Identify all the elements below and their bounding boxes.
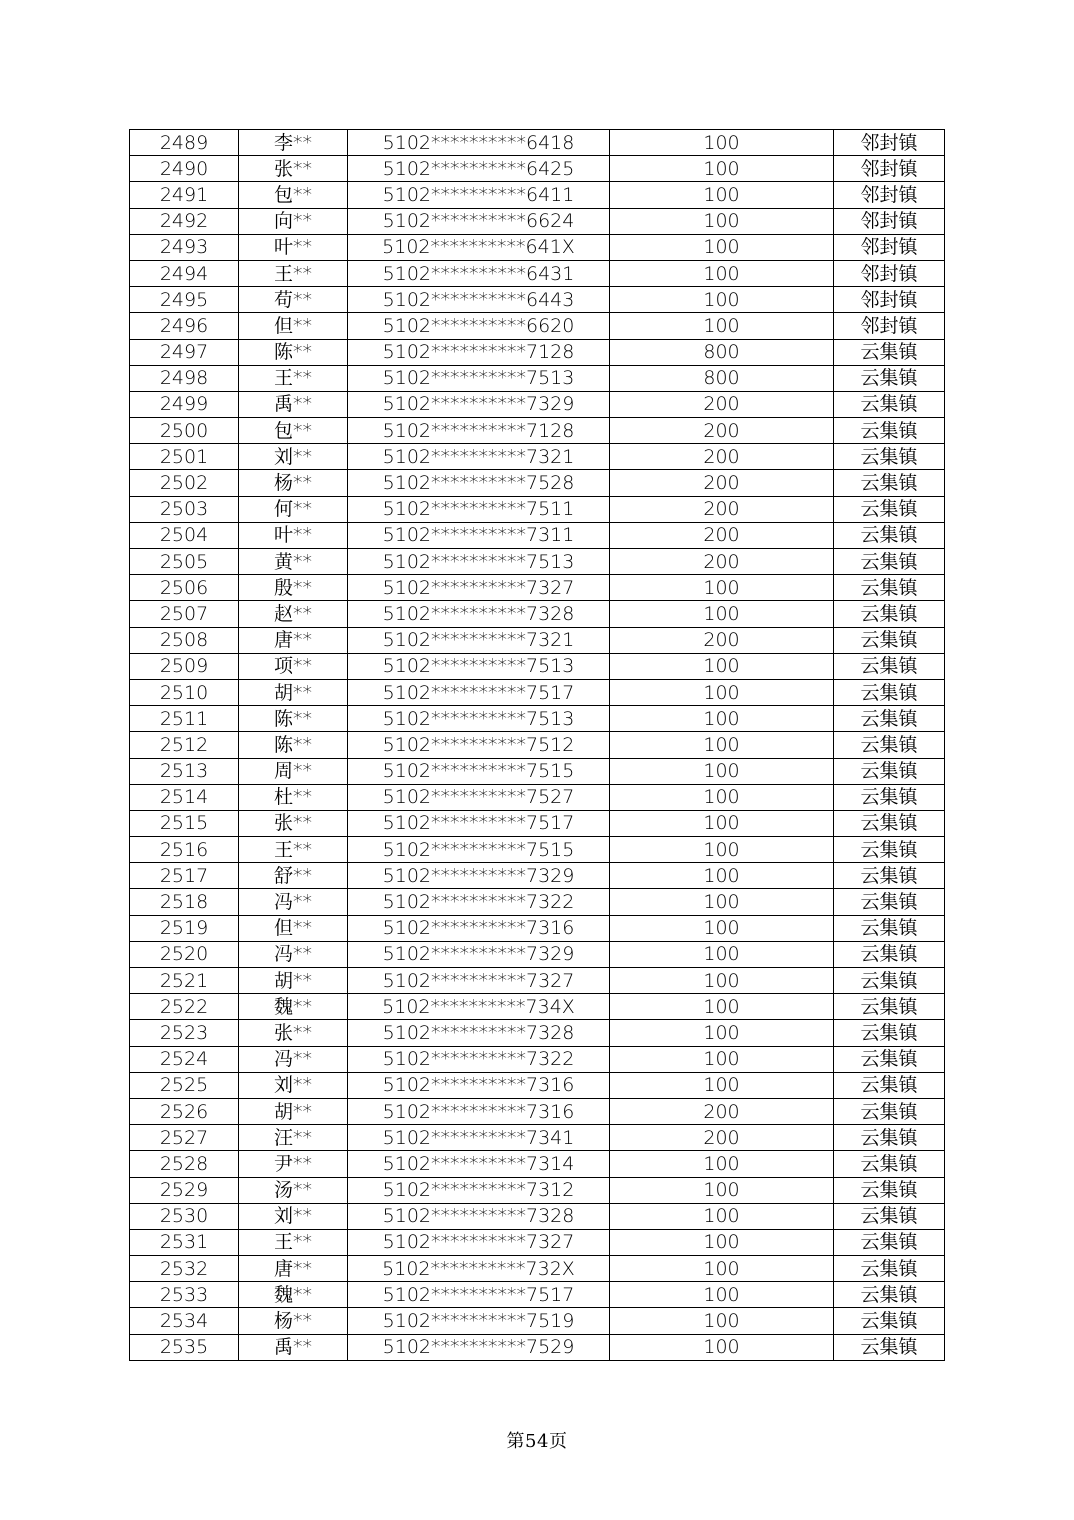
amount-cell: 100 (610, 130, 834, 156)
id-number-cell: 5102**********7527 (348, 784, 610, 810)
serial-number-cell: 2535 (130, 1334, 239, 1360)
name-cell: 张** (239, 156, 348, 182)
serial-number-cell: 2533 (130, 1282, 239, 1308)
table-row (130, 941, 945, 967)
name-cell: 陈** (239, 339, 348, 365)
id-number-cell: 5102**********7513 (348, 549, 610, 575)
amount-cell: 100 (610, 1020, 834, 1046)
amount-cell: 100 (610, 994, 834, 1020)
name-cell: 何** (239, 496, 348, 522)
amount-cell: 100 (610, 208, 834, 234)
amount-cell: 100 (610, 575, 834, 601)
amount-cell: 100 (610, 1334, 834, 1360)
amount-cell: 200 (610, 496, 834, 522)
name-cell: 向** (239, 208, 348, 234)
town-cell: 云集镇 (834, 863, 945, 889)
town-cell: 云集镇 (834, 994, 945, 1020)
name-cell: 冯** (239, 941, 348, 967)
serial-number-cell: 2511 (130, 706, 239, 732)
serial-number-cell: 2522 (130, 994, 239, 1020)
id-number-cell: 5102**********732X (348, 1256, 610, 1282)
table-row (130, 601, 945, 627)
name-cell: 禹** (239, 391, 348, 417)
table-row (130, 391, 945, 417)
serial-number-cell: 2508 (130, 627, 239, 653)
town-cell: 邻封镇 (834, 260, 945, 286)
amount-cell: 200 (610, 470, 834, 496)
roster-table-body (130, 130, 945, 1361)
town-cell: 云集镇 (834, 1282, 945, 1308)
id-number-cell: 5102**********7513 (348, 365, 610, 391)
table-row (130, 287, 945, 313)
id-number-cell: 5102**********7311 (348, 522, 610, 548)
table-row (130, 522, 945, 548)
id-number-cell: 5102**********7322 (348, 889, 610, 915)
serial-number-cell: 2494 (130, 260, 239, 286)
amount-cell: 100 (610, 260, 834, 286)
town-cell: 云集镇 (834, 941, 945, 967)
serial-number-cell: 2499 (130, 391, 239, 417)
id-number-cell: 5102**********6418 (348, 130, 610, 156)
town-cell: 云集镇 (834, 339, 945, 365)
town-cell: 云集镇 (834, 601, 945, 627)
town-cell: 云集镇 (834, 706, 945, 732)
name-cell: 包** (239, 418, 348, 444)
amount-cell: 100 (610, 182, 834, 208)
town-cell: 云集镇 (834, 575, 945, 601)
serial-number-cell: 2504 (130, 522, 239, 548)
town-cell: 云集镇 (834, 758, 945, 784)
town-cell: 云集镇 (834, 1177, 945, 1203)
table-row (130, 1282, 945, 1308)
name-cell: 冯** (239, 889, 348, 915)
amount-cell: 200 (610, 627, 834, 653)
name-cell: 王** (239, 1229, 348, 1255)
name-cell: 胡** (239, 968, 348, 994)
id-number-cell: 5102**********7513 (348, 653, 610, 679)
serial-number-cell: 2518 (130, 889, 239, 915)
town-cell: 云集镇 (834, 496, 945, 522)
name-cell: 项** (239, 653, 348, 679)
serial-number-cell: 2524 (130, 1046, 239, 1072)
id-number-cell: 5102**********7341 (348, 1125, 610, 1151)
id-number-cell: 5102**********6425 (348, 156, 610, 182)
serial-number-cell: 2517 (130, 863, 239, 889)
serial-number-cell: 2514 (130, 784, 239, 810)
amount-cell: 100 (610, 810, 834, 836)
name-cell: 刘** (239, 1203, 348, 1229)
table-row (130, 444, 945, 470)
serial-number-cell: 2515 (130, 810, 239, 836)
table-row (130, 653, 945, 679)
id-number-cell: 5102**********7328 (348, 1203, 610, 1229)
table-row (130, 1177, 945, 1203)
amount-cell: 100 (610, 784, 834, 810)
amount-cell: 100 (610, 1256, 834, 1282)
name-cell: 魏** (239, 994, 348, 1020)
serial-number-cell: 2530 (130, 1203, 239, 1229)
id-number-cell: 5102**********7513 (348, 706, 610, 732)
name-cell: 李** (239, 130, 348, 156)
amount-cell: 100 (610, 1177, 834, 1203)
amount-cell: 200 (610, 549, 834, 575)
name-cell: 陈** (239, 706, 348, 732)
id-number-cell: 5102**********7519 (348, 1308, 610, 1334)
name-cell: 黄** (239, 549, 348, 575)
amount-cell: 100 (610, 1203, 834, 1229)
amount-cell: 100 (610, 968, 834, 994)
serial-number-cell: 2492 (130, 208, 239, 234)
town-cell: 云集镇 (834, 1308, 945, 1334)
serial-number-cell: 2509 (130, 653, 239, 679)
town-cell: 云集镇 (834, 522, 945, 548)
amount-cell: 100 (610, 758, 834, 784)
name-cell: 陈** (239, 732, 348, 758)
name-cell: 胡** (239, 1098, 348, 1124)
id-number-cell: 5102**********7316 (348, 1072, 610, 1098)
id-number-cell: 5102**********6620 (348, 313, 610, 339)
name-cell: 王** (239, 365, 348, 391)
id-number-cell: 5102**********7517 (348, 810, 610, 836)
serial-number-cell: 2528 (130, 1151, 239, 1177)
town-cell: 云集镇 (834, 1334, 945, 1360)
serial-number-cell: 2496 (130, 313, 239, 339)
amount-cell: 100 (610, 287, 834, 313)
id-number-cell: 5102**********7528 (348, 470, 610, 496)
name-cell: 胡** (239, 679, 348, 705)
serial-number-cell: 2490 (130, 156, 239, 182)
id-number-cell: 5102**********7515 (348, 758, 610, 784)
amount-cell: 100 (610, 234, 834, 260)
table-row (130, 234, 945, 260)
table-row (130, 758, 945, 784)
amount-cell: 100 (610, 1308, 834, 1334)
name-cell: 赵** (239, 601, 348, 627)
serial-number-cell: 2495 (130, 287, 239, 313)
amount-cell: 100 (610, 679, 834, 705)
town-cell: 云集镇 (834, 1203, 945, 1229)
town-cell: 云集镇 (834, 810, 945, 836)
amount-cell: 200 (610, 1125, 834, 1151)
serial-number-cell: 2513 (130, 758, 239, 784)
town-cell: 云集镇 (834, 549, 945, 575)
amount-cell: 100 (610, 653, 834, 679)
name-cell: 刘** (239, 444, 348, 470)
amount-cell: 100 (610, 1282, 834, 1308)
table-row (130, 889, 945, 915)
id-number-cell: 5102**********7328 (348, 601, 610, 627)
table-row (130, 182, 945, 208)
id-number-cell: 5102**********6624 (348, 208, 610, 234)
town-cell: 云集镇 (834, 1046, 945, 1072)
serial-number-cell: 2523 (130, 1020, 239, 1046)
town-cell: 云集镇 (834, 1229, 945, 1255)
town-cell: 云集镇 (834, 1020, 945, 1046)
id-number-cell: 5102**********7316 (348, 915, 610, 941)
serial-number-cell: 2526 (130, 1098, 239, 1124)
table-row (130, 706, 945, 732)
amount-cell: 100 (610, 706, 834, 732)
serial-number-cell: 2529 (130, 1177, 239, 1203)
id-number-cell: 5102**********7312 (348, 1177, 610, 1203)
town-cell: 云集镇 (834, 1256, 945, 1282)
id-number-cell: 5102**********7329 (348, 863, 610, 889)
name-cell: 叶** (239, 522, 348, 548)
id-number-cell: 5102**********7321 (348, 627, 610, 653)
serial-number-cell: 2491 (130, 182, 239, 208)
id-number-cell: 5102**********7128 (348, 418, 610, 444)
id-number-cell: 5102**********7322 (348, 1046, 610, 1072)
table-row (130, 365, 945, 391)
town-cell: 云集镇 (834, 391, 945, 417)
table-row (130, 260, 945, 286)
town-cell: 云集镇 (834, 470, 945, 496)
serial-number-cell: 2512 (130, 732, 239, 758)
table-row (130, 1072, 945, 1098)
amount-cell: 100 (610, 156, 834, 182)
table-row (130, 496, 945, 522)
name-cell: 魏** (239, 1282, 348, 1308)
town-cell: 云集镇 (834, 732, 945, 758)
name-cell: 汤** (239, 1177, 348, 1203)
name-cell: 包** (239, 182, 348, 208)
serial-number-cell: 2489 (130, 130, 239, 156)
town-cell: 云集镇 (834, 1125, 945, 1151)
town-cell: 云集镇 (834, 627, 945, 653)
table-row (130, 679, 945, 705)
name-cell: 杨** (239, 1308, 348, 1334)
table-row (130, 208, 945, 234)
serial-number-cell: 2532 (130, 1256, 239, 1282)
table-row (130, 339, 945, 365)
table-row (130, 1046, 945, 1072)
name-cell: 但** (239, 915, 348, 941)
serial-number-cell: 2521 (130, 968, 239, 994)
id-number-cell: 5102**********7327 (348, 575, 610, 601)
table-row (130, 1125, 945, 1151)
table-row (130, 575, 945, 601)
table-row (130, 313, 945, 339)
town-cell: 云集镇 (834, 837, 945, 863)
id-number-cell: 5102**********7327 (348, 1229, 610, 1255)
town-cell: 云集镇 (834, 784, 945, 810)
name-cell: 叶** (239, 234, 348, 260)
amount-cell: 100 (610, 601, 834, 627)
table-row (130, 915, 945, 941)
id-number-cell: 5102**********7314 (348, 1151, 610, 1177)
name-cell: 杨** (239, 470, 348, 496)
town-cell: 云集镇 (834, 1151, 945, 1177)
id-number-cell: 5102**********6411 (348, 182, 610, 208)
amount-cell: 100 (610, 1046, 834, 1072)
amount-cell: 100 (610, 863, 834, 889)
name-cell: 汪** (239, 1125, 348, 1151)
town-cell: 邻封镇 (834, 287, 945, 313)
id-number-cell: 5102**********7517 (348, 1282, 610, 1308)
serial-number-cell: 2506 (130, 575, 239, 601)
name-cell: 唐** (239, 1256, 348, 1282)
serial-number-cell: 2525 (130, 1072, 239, 1098)
id-number-cell: 5102**********641X (348, 234, 610, 260)
town-cell: 云集镇 (834, 1098, 945, 1124)
serial-number-cell: 2527 (130, 1125, 239, 1151)
serial-number-cell: 2516 (130, 837, 239, 863)
table-row (130, 1020, 945, 1046)
amount-cell: 800 (610, 365, 834, 391)
id-number-cell: 5102**********7529 (348, 1334, 610, 1360)
amount-cell: 100 (610, 837, 834, 863)
town-cell: 云集镇 (834, 968, 945, 994)
town-cell: 邻封镇 (834, 156, 945, 182)
name-cell: 刘** (239, 1072, 348, 1098)
table-row (130, 837, 945, 863)
town-cell: 邻封镇 (834, 313, 945, 339)
table-row (130, 1256, 945, 1282)
serial-number-cell: 2507 (130, 601, 239, 627)
town-cell: 邻封镇 (834, 130, 945, 156)
serial-number-cell: 2502 (130, 470, 239, 496)
town-cell: 云集镇 (834, 365, 945, 391)
amount-cell: 800 (610, 339, 834, 365)
table-row (130, 130, 945, 156)
name-cell: 张** (239, 1020, 348, 1046)
town-cell: 云集镇 (834, 653, 945, 679)
amount-cell: 100 (610, 941, 834, 967)
serial-number-cell: 2500 (130, 418, 239, 444)
serial-number-cell: 2497 (130, 339, 239, 365)
amount-cell: 100 (610, 313, 834, 339)
town-cell: 邻封镇 (834, 208, 945, 234)
table-row (130, 1308, 945, 1334)
id-number-cell: 5102**********734X (348, 994, 610, 1020)
id-number-cell: 5102**********7316 (348, 1098, 610, 1124)
amount-cell: 100 (610, 732, 834, 758)
serial-number-cell: 2534 (130, 1308, 239, 1334)
amount-cell: 100 (610, 1151, 834, 1177)
name-cell: 但** (239, 313, 348, 339)
table-row (130, 968, 945, 994)
name-cell: 张** (239, 810, 348, 836)
amount-cell: 200 (610, 418, 834, 444)
table-row (130, 1098, 945, 1124)
id-number-cell: 5102**********7128 (348, 339, 610, 365)
id-number-cell: 5102**********7327 (348, 968, 610, 994)
serial-number-cell: 2503 (130, 496, 239, 522)
name-cell: 禹** (239, 1334, 348, 1360)
name-cell: 周** (239, 758, 348, 784)
name-cell: 苟** (239, 287, 348, 313)
amount-cell: 100 (610, 915, 834, 941)
amount-cell: 200 (610, 444, 834, 470)
serial-number-cell: 2531 (130, 1229, 239, 1255)
table-row (130, 784, 945, 810)
table-row (130, 1229, 945, 1255)
serial-number-cell: 2501 (130, 444, 239, 470)
name-cell: 王** (239, 260, 348, 286)
town-cell: 云集镇 (834, 915, 945, 941)
name-cell: 杜** (239, 784, 348, 810)
amount-cell: 200 (610, 522, 834, 548)
town-cell: 云集镇 (834, 679, 945, 705)
table-row (130, 549, 945, 575)
id-number-cell: 5102**********7329 (348, 391, 610, 417)
table-row (130, 994, 945, 1020)
table-row (130, 810, 945, 836)
town-cell: 邻封镇 (834, 234, 945, 260)
id-number-cell: 5102**********7515 (348, 837, 610, 863)
town-cell: 云集镇 (834, 1072, 945, 1098)
town-cell: 邻封镇 (834, 182, 945, 208)
town-cell: 云集镇 (834, 418, 945, 444)
id-number-cell: 5102**********6443 (348, 287, 610, 313)
page-number: 第54页 (506, 1431, 568, 1452)
amount-cell: 100 (610, 1072, 834, 1098)
id-number-cell: 5102**********6431 (348, 260, 610, 286)
table-row (130, 156, 945, 182)
name-cell: 王** (239, 837, 348, 863)
id-number-cell: 5102**********7329 (348, 941, 610, 967)
town-cell: 云集镇 (834, 444, 945, 470)
serial-number-cell: 2505 (130, 549, 239, 575)
table-row (130, 1203, 945, 1229)
serial-number-cell: 2498 (130, 365, 239, 391)
amount-cell: 200 (610, 1098, 834, 1124)
name-cell: 尹** (239, 1151, 348, 1177)
roster-table (129, 129, 945, 1361)
name-cell: 唐** (239, 627, 348, 653)
id-number-cell: 5102**********7328 (348, 1020, 610, 1046)
id-number-cell: 5102**********7512 (348, 732, 610, 758)
serial-number-cell: 2520 (130, 941, 239, 967)
table-row (130, 470, 945, 496)
amount-cell: 100 (610, 1229, 834, 1255)
id-number-cell: 5102**********7511 (348, 496, 610, 522)
table-row (130, 627, 945, 653)
amount-cell: 200 (610, 391, 834, 417)
amount-cell: 100 (610, 889, 834, 915)
serial-number-cell: 2519 (130, 915, 239, 941)
id-number-cell: 5102**********7321 (348, 444, 610, 470)
town-cell: 云集镇 (834, 889, 945, 915)
table-row (130, 418, 945, 444)
table-row (130, 1151, 945, 1177)
name-cell: 舒** (239, 863, 348, 889)
serial-number-cell: 2510 (130, 679, 239, 705)
table-row (130, 863, 945, 889)
table-row (130, 732, 945, 758)
name-cell: 殷** (239, 575, 348, 601)
table-row (130, 1334, 945, 1360)
serial-number-cell: 2493 (130, 234, 239, 260)
id-number-cell: 5102**********7517 (348, 679, 610, 705)
name-cell: 冯** (239, 1046, 348, 1072)
